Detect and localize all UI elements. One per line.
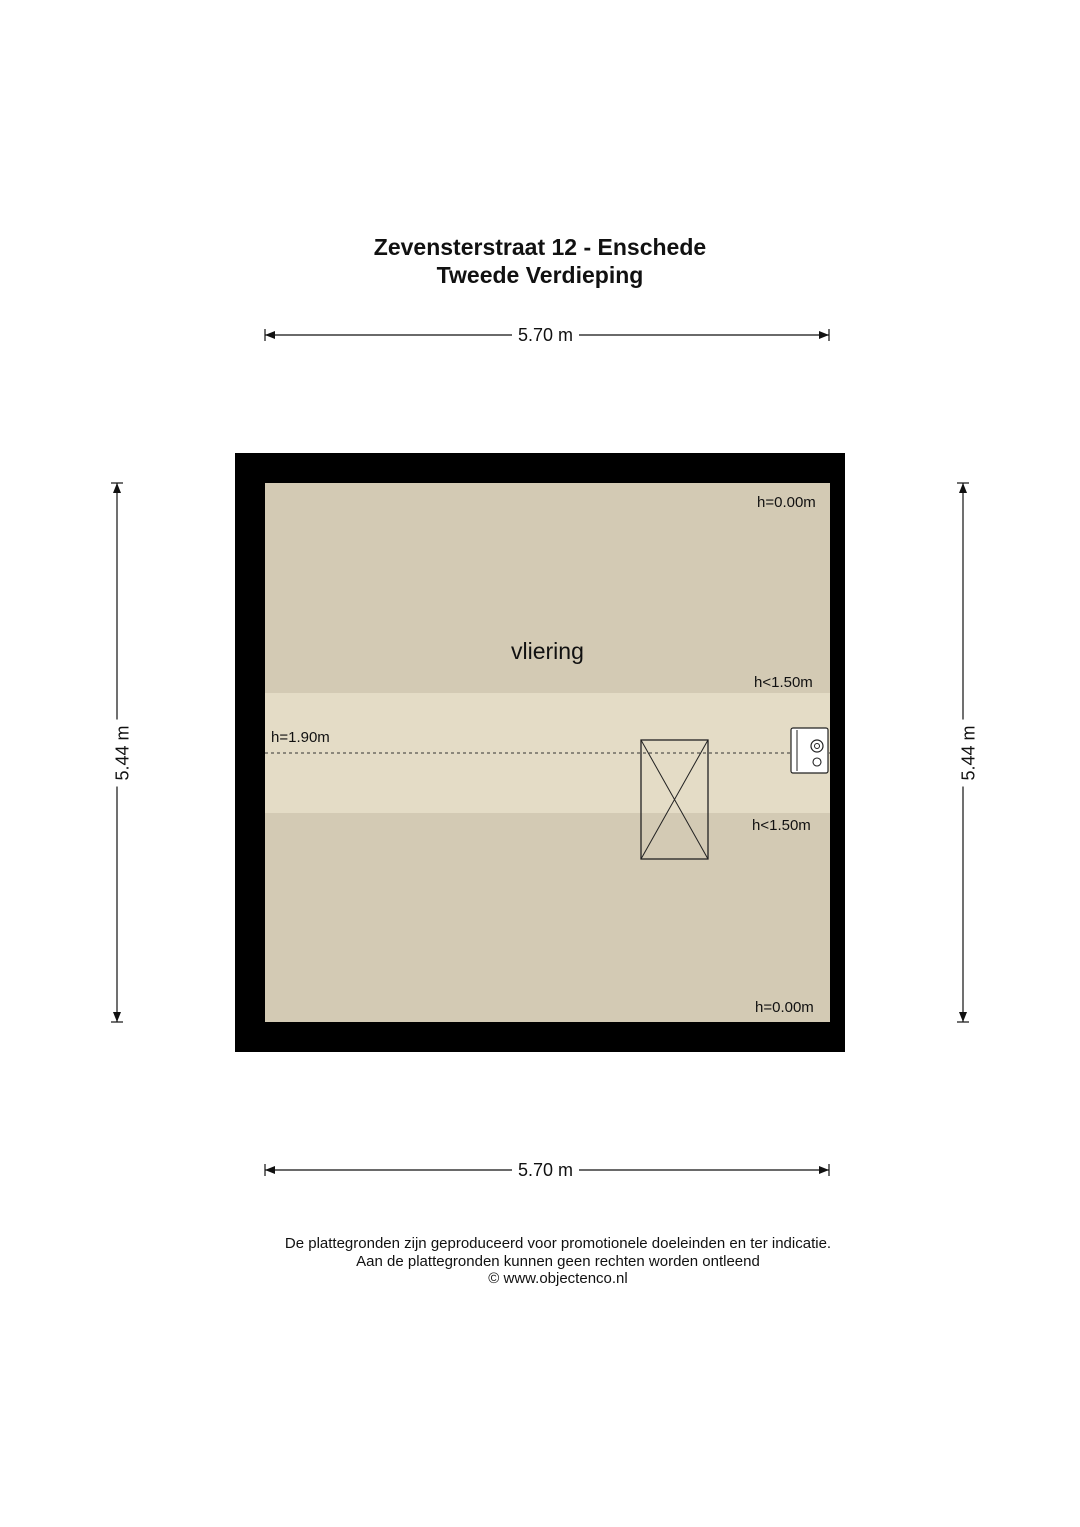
plan-title-address: Zevensterstraat 12 - Enschede [373, 234, 707, 260]
plan-title-floor: Tweede Verdieping [436, 262, 644, 288]
height-label-center: h=1.90m [271, 729, 330, 746]
boiler-icon [791, 728, 828, 773]
room-name: vliering [511, 638, 584, 664]
dimension-width-bottom: 5.70 m [512, 1159, 579, 1181]
height-label-lower: h<1.50m [752, 817, 811, 834]
dimension-width-top: 5.70 m [512, 324, 579, 346]
disclaimer-copyright: © www.objectenco.nl [488, 1270, 628, 1287]
disclaimer-line-2: Aan de plattegronden kunnen geen rechten worden ontleend [356, 1253, 760, 1270]
dimension-depth-left: 5.44 m [112, 719, 134, 786]
height-label-top: h=0.00m [757, 494, 816, 511]
height-label-upper: h<1.50m [754, 674, 813, 691]
height-label-bottom: h=0.00m [755, 999, 814, 1016]
disclaimer-line-1: De plattegronden zijn geproduceerd voor promotionele doeleinden en ter indicatie. [284, 1235, 832, 1252]
dimension-depth-right: 5.44 m [958, 719, 980, 786]
